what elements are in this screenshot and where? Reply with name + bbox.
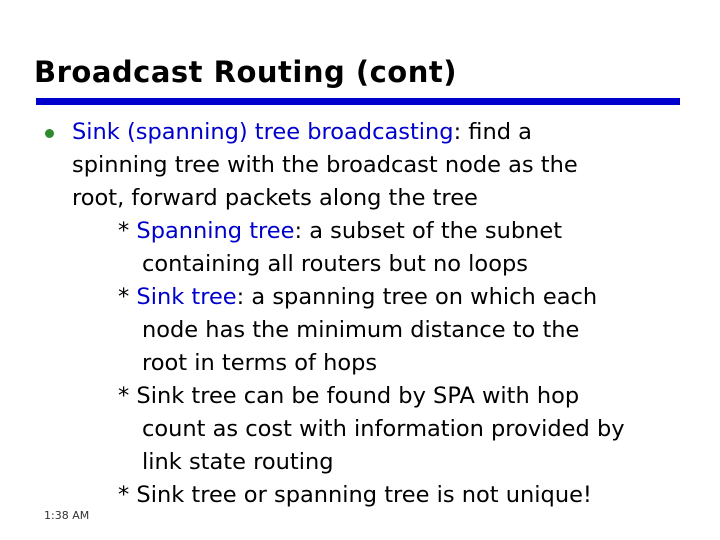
bullet-line-1: [72, 116, 532, 149]
sub-item-prefix: *: [118, 383, 137, 409]
sub-item-sink-tree: [118, 281, 597, 314]
sub-item-rest: Sink tree or spanning tree is not unique!: [136, 482, 592, 508]
sub-item-rest: : a spanning tree on which each: [236, 284, 598, 310]
sub-item-rest: Sink tree can be found by SPA with hop: [136, 383, 580, 409]
bullet-line-2: spinning tree with the broadcast node as the: [72, 152, 578, 178]
bullet-term: Sink (spanning) tree broadcasting: [72, 119, 454, 145]
bullet-icon: [45, 129, 54, 138]
slide-timestamp: 1:38 AM: [44, 509, 90, 522]
sub-item-spanning-tree: [118, 215, 562, 248]
sub-item-continuation: containing all routers but no loops: [142, 251, 528, 277]
sub-item-term: Spanning tree: [136, 218, 295, 244]
sub-item-rest: : a subset of the subnet: [294, 218, 563, 244]
sub-item-spa: [118, 380, 579, 413]
sub-item-continuation: link state routing: [142, 449, 334, 475]
bullet-line-1-rest: : find a: [453, 119, 532, 145]
sub-item-prefix: *: [118, 218, 137, 244]
sub-item-term: Sink tree: [136, 284, 237, 310]
title-underline: [36, 98, 680, 105]
sub-item-continuation: root in terms of hops: [142, 350, 378, 376]
sub-item-prefix: *: [118, 284, 137, 310]
bullet-line-3: root, forward packets along the tree: [72, 185, 478, 211]
slide-title: Broadcast Routing (cont): [34, 55, 457, 89]
sub-item-continuation: node has the minimum distance to the: [142, 317, 580, 343]
sub-item-not-unique: [118, 479, 592, 512]
sub-item-prefix: *: [118, 482, 137, 508]
sub-item-continuation: count as cost with information provided by: [142, 416, 625, 442]
